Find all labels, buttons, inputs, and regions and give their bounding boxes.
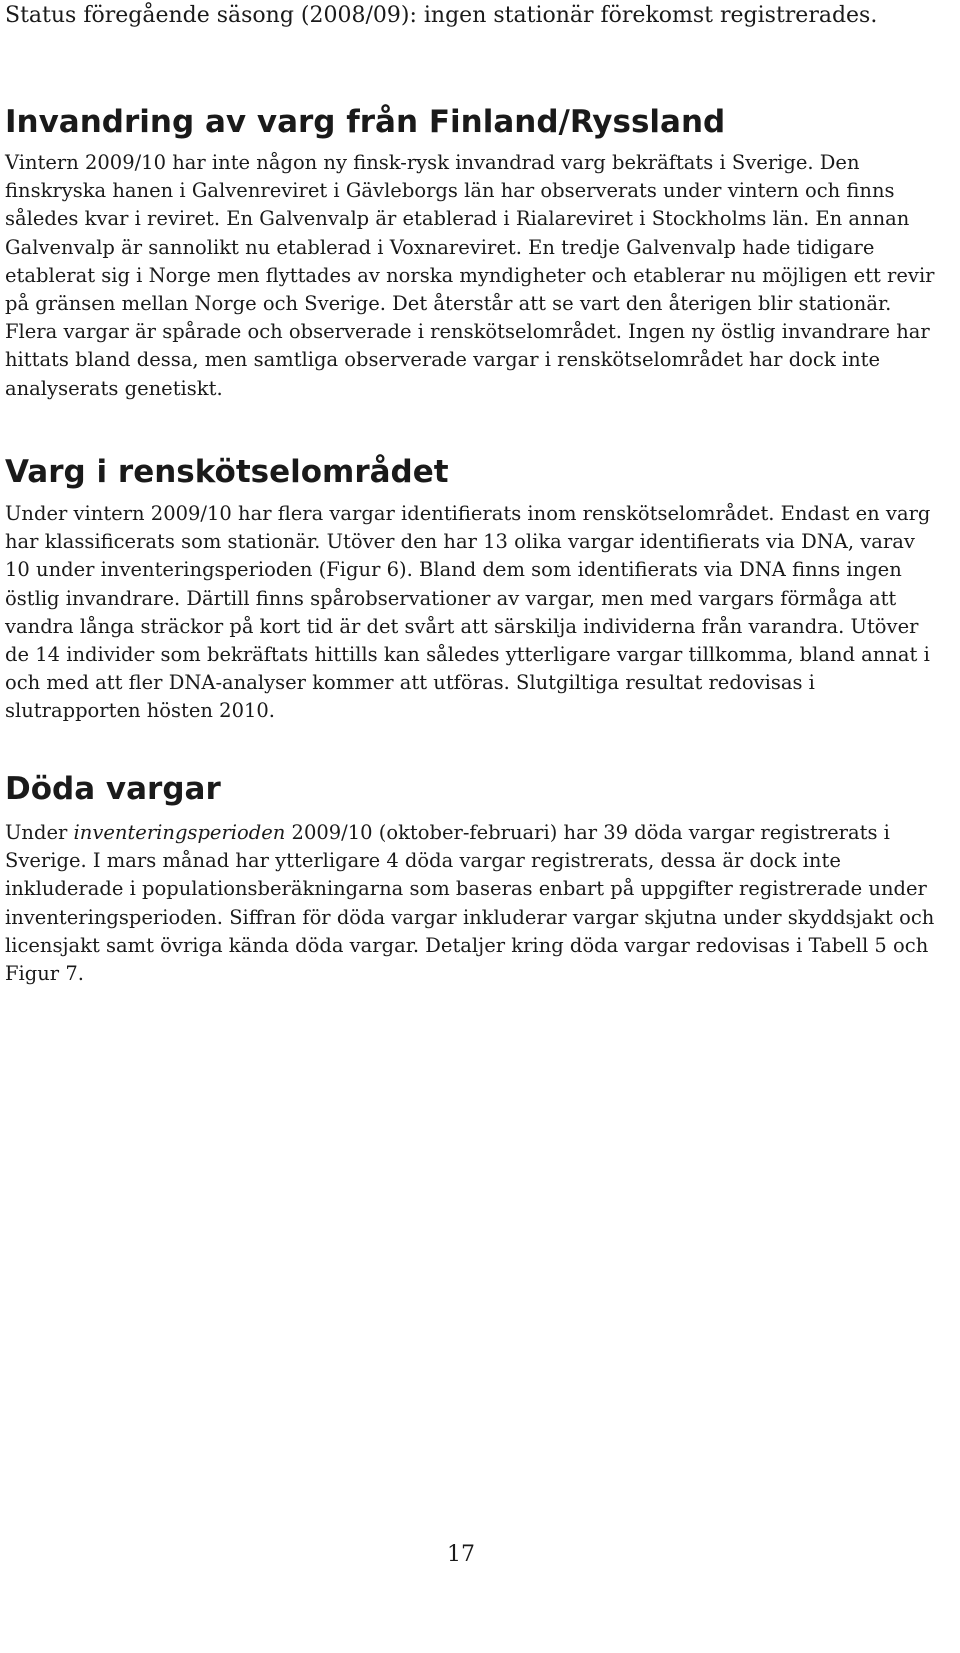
section-heading-doda: Döda vargar [5, 771, 221, 807]
doda-body-italic-term: inventeringsperioden [73, 821, 286, 844]
section-heading-invandring: Invandring av varg från Finland/Ryssland [5, 104, 726, 140]
section-body-renskotsel: Under vintern 2009/10 har flera vargar identifierats inom renskötselområdet. Endast en varg har klassificerats som stationär. Utöver den har 13 olika vargar identifierats via DNA, varav 10 under inventeringsperioden (Figur 6). Bland dem som identifierats via DNA finns ingen östlig invandrare. Därtill finns spårobservationer av vargar, men med vargars förmåga att vandra långa sträckor på kort tid är det svårt att särskilja individerna från varandra. Utöver de 14 individer som bekräftats hittills kan således ytterligare vargar tillkomma, bland annat i och med att fler DNA-analyser kommer att utföras. Slutgiltiga resultat redovisas i slutrapporten hösten 2010. [5, 502, 931, 723]
section-body-doda [5, 819, 940, 988]
page-number: 17 [447, 1542, 475, 1567]
status-line: Status föregående säsong (2008/09): ingen stationär förekomst registrerades. [5, 3, 878, 28]
section-body-invandring: Vintern 2009/10 har inte någon ny finsk-rysk invandrad varg bekräftats i Sverige. Den finskryska hanen i Galvenreviret i Gävleborgs län har observerats under vintern och finns således kvar i reviret. En Galvenvalp är etablerad i Rialareviret i Stockholms län. En annan Galvenvalp är sannolikt nu etablerad i Voxnareviret. En tredje Galvenvalp hade tidigare etablerat sig i Norge men flyttades av norska myndigheter och etablerar nu möjligen ett revir på gränsen mellan Norge och Sverige. Det återstår att se vart den återigen blir stationär. Flera vargar är spårade och observerade i renskötselområdet. Ingen ny östlig invandrare har hittats bland dessa, men samtliga observerade vargar i renskötselområdet har dock inte analyserats genetiskt. [5, 151, 935, 400]
doda-body-rest: 2009/10 (oktober-februari) har 39 döda vargar registrerats i Sverige. I mars månad har ytterligare 4 döda vargar registrerats, dessa är dock inte inkluderade i populationsberäkningarna som baseras enbart på uppgifter registrerade under inventeringsperioden. Siffran för döda vargar inkluderar vargar skjutna under skyddsjakt och licensjakt samt övriga kända döda vargar. Detaljer kring döda vargar redovisas i Tabell 5 och Figur 7. [5, 821, 935, 986]
doda-body-prefix: Under [5, 821, 74, 844]
section-heading-renskotsel: Varg i renskötselområdet [5, 454, 449, 490]
